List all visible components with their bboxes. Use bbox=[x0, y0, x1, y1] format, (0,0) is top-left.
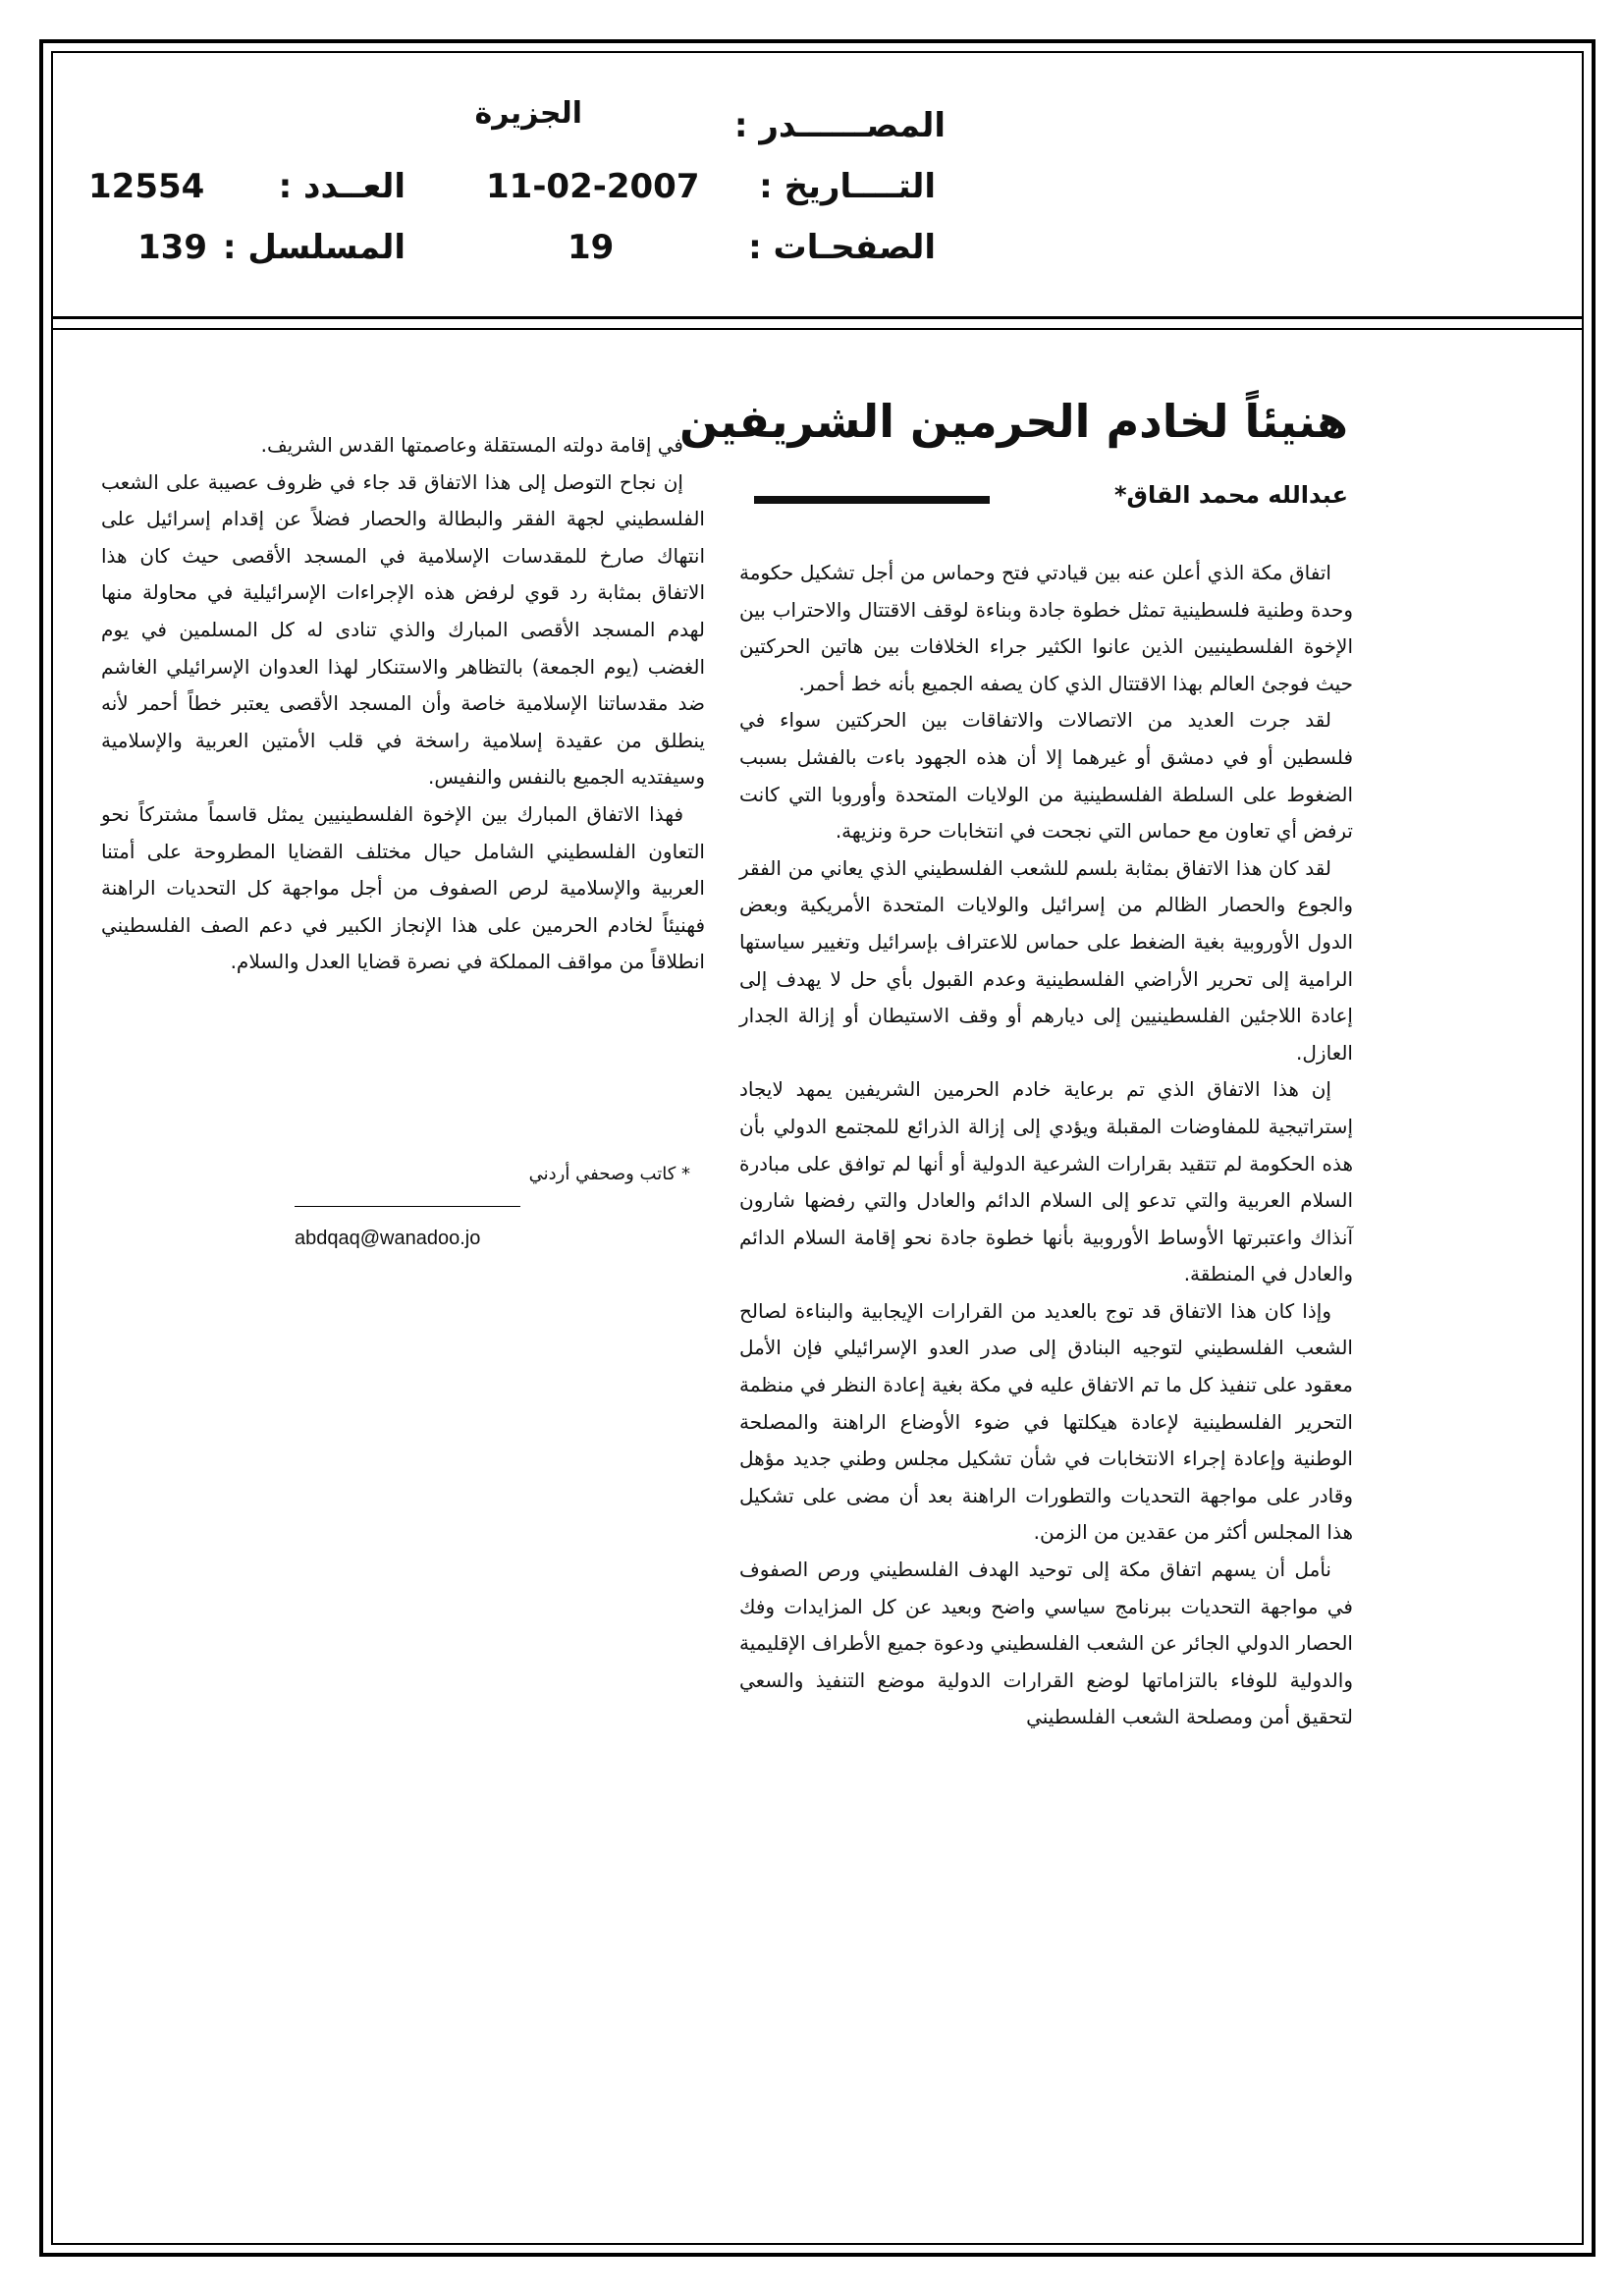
paragraph: وإذا كان هذا الاتفاق قد توج بالعديد من القرارات الإيجابية والبناءة لصالح الشعب الفلسطيني لتوجيه البنادق إلى صدر العدو الإسرائيلي فإن الأمل معقود على تنفيذ كل ما تم الاتفاق عليه في مكة بغية إعادة النظر في منظمة التحرير الفلسطينية لإعادة هيكلتها في ضوء الأوضاع الراهنة والمصلحة الوطنية وإعادة إجراء الانتخابات في شأن تشكيل مجلس وطني جديد مؤهل وقادر على مواجهة التحديات والتطورات الراهنة بعد أن مضى على تشكيل هذا المجلس أكثر من عقدين من الزمن. bbox=[739, 1298, 1353, 1545]
issue-label: العــدد : bbox=[278, 167, 406, 206]
date-label: التــــاريخ : bbox=[759, 167, 936, 206]
article-title: هنيئاً لخادم الحرمين الشريفين bbox=[678, 395, 1348, 448]
serial-value: 139 bbox=[137, 228, 207, 267]
header-divider-secondary bbox=[51, 328, 1584, 330]
source-value: الجزيرة bbox=[474, 96, 582, 131]
paragraph: اتفاق مكة الذي أعلن عنه بين قيادتي فتح وحماس من أجل تشكيل حكومة وحدة وطنية فلسطينية تمثل خطوة جادة وبناءة لوقف الاقتتال والاحتراب بين الإخوة الفلسطينيين الذين عانوا الكثير جراء الخلافات بين هاتين الحركتين حيث فوجئ العالم بهذا الاقتتال الذي كان يصفه الجميع بأنه خط أحمر. bbox=[739, 561, 1353, 695]
article-left-column bbox=[101, 427, 705, 981]
article-right-column bbox=[739, 555, 1353, 1736]
author-footnote: * كاتب وصحفي أردني bbox=[528, 1164, 690, 1184]
header-divider bbox=[51, 316, 1584, 319]
article-author: عبدالله محمد القاق* bbox=[1114, 481, 1348, 509]
date-value: 11-02-2007 bbox=[486, 167, 700, 206]
byline-bar bbox=[754, 496, 990, 504]
paragraph: في إقامة دولته المستقلة وعاصمتها القدس الشريف. bbox=[260, 433, 683, 457]
pages-value: 19 bbox=[568, 228, 615, 267]
paragraph: لقد جرت العديد من الاتصالات والاتفاقات بين الحركتين سواء في فلسطين أو في دمشق أو غيرهما إلا أن هذه الجهود باءت بالفشل بسبب الضغوط على السلطة الفلسطينية من الولايات المتحدة وأوروبا التي كانت ترفض أي تعاون مع حماس التي نجحت في انتخابات حرة ونزيهة. bbox=[739, 708, 1353, 844]
paragraph: نأمل أن يسهم اتفاق مكة إلى توحيد الهدف الفلسطيني ورص الصفوف في مواجهة التحديات ببرنامج سياسي واضح وبعيد عن كل المزايدات وفك الحصار الدولي الجائر عن الشعب الفلسطيني ودعوة جميع الأطراف الإقليمية والدولية للوفاء بالتزاماتها لوضع القرارات الدولية موضع التنفيذ والسعي لتحقيق أمن ومصلحة الشعب الفلسطيني bbox=[739, 1558, 1353, 1729]
issue-value: 12554 bbox=[88, 167, 205, 206]
signature-rule bbox=[295, 1206, 520, 1207]
paragraph: فهذا الاتفاق المبارك بين الإخوة الفلسطينيين يمثل قاسماً مشتركاً نحو التعاون الفلسطيني الشامل حيال مختلف القضايا المطروحة على أمتنا العربية والإسلامية لرص الصفوف من أجل مواجهة كل التحديات الراهنة فهنيئاً لخادم الحرمين على هذا الإنجاز الكبير في دعم الصف الفلسطيني انطلاقاً من مواقف المملكة في نصرة قضايا العدل والسلام. bbox=[101, 801, 705, 974]
serial-label: المسلسل : bbox=[222, 228, 406, 267]
paragraph: لقد كان هذا الاتفاق بمثابة بلسم للشعب الفلسطيني الذي يعاني من الفقر والجوع والحصار الظالم من إسرائيل والولايات المتحدة الأمريكية وبعض الدول الأوروبية بغية الضغط على حماس للاعتراف بإسرائيل وتغيير سياستها الرامية إلى تحرير الأراضي الفلسطينية وعدم القبول بأي حل لا يهدف إلى إعادة اللاجئين الفلسطينيين إلى ديارهم أو وقف الاستيطان أو إزالة الجدار العازل. bbox=[739, 855, 1353, 1065]
author-email: abdqaq@wanadoo.jo bbox=[295, 1228, 481, 1249]
paragraph: إن هذا الاتفاق الذي تم برعاية خادم الحرمين الشريفين يمهد لايجاد إستراتيجية للمفاوضات المقبلة ويؤدي إلى إزالة الذرائع للمجتمع الدولي بأن هذه الحكومة لم تتقيد بقرارات الشرعية الدولية أو أنها لم توافق على مبادرة السلام العربية والتي تدعو إلى السلام الدائم والعادل والتي رفضها شارون آنذاك واعتبرتها الأوساط الأوروبية بأنها خطوة جادة نحو إقامة السلام الدائم والعادل في المنطقة. bbox=[739, 1077, 1353, 1286]
paragraph: إن نجاح التوصل إلى هذا الاتفاق قد جاء في ظروف عصيبة على الشعب الفلسطيني لجهة الفقر والبطالة والحصار فضلاً عن إقدام إسرائيل على انتهاك صارخ للمقدسات الإسلامية في المسجد الأقصى حيث كان هذا الاتفاق بمثابة رد قوي لرفض هذه الإجراءات الإسرائيلية في محاولة منها لهدم المسجد الأقصى المبارك والذي تنادى له كل المسلمين في يوم الغضب (يوم الجمعة) بالتظاهر والاستنكار لهذا العدوان الإسرائيلي الغاشم ضد مقدساتنا الإسلامية خاصة وأن المسجد الأقصى يعتبر خطاً أحمر لأنه ينطلق من عقيدة إسلامية راسخة في قلب الأمتين العربية والإسلامية وسيفتديه الجميع بالنفس والنفيس. bbox=[101, 469, 705, 790]
source-label: المصــــــدر : bbox=[733, 106, 946, 145]
pages-label: الصفحـات : bbox=[748, 228, 936, 267]
